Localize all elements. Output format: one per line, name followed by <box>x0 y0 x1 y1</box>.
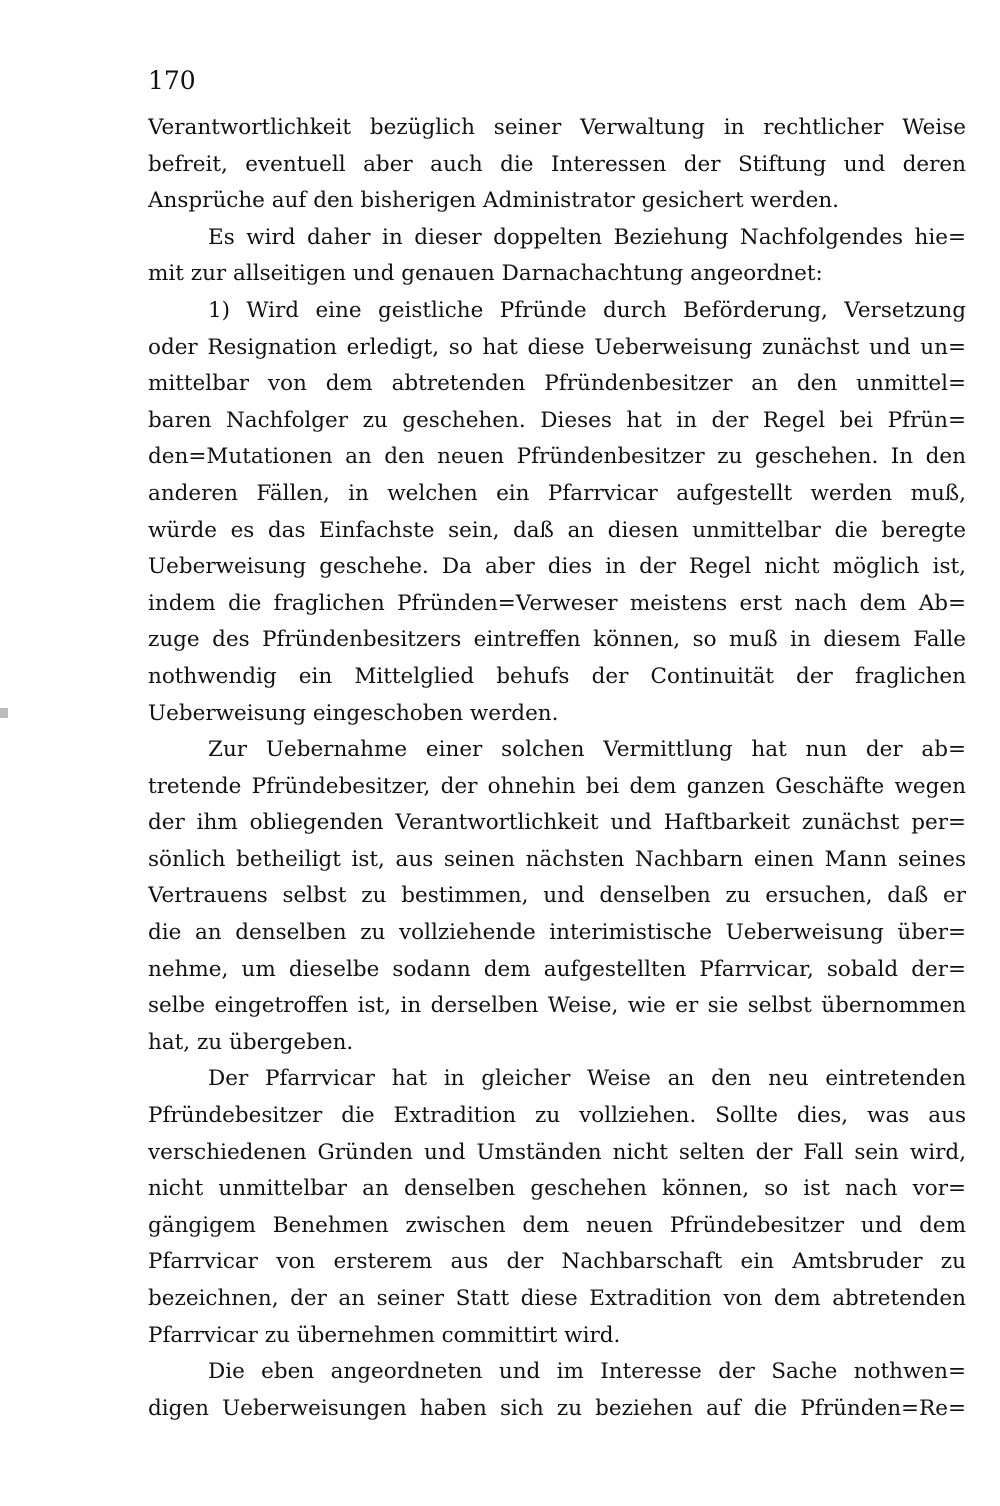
text-line: Ansprüche auf den bisherigen Administrator gesichert werden. <box>148 188 840 214</box>
text-line: zuge des Pfründenbesitzers eintreffen können, so muß in diesem Falle <box>148 627 966 653</box>
text-line: tretende Pfründebesitzer, der ohnehin bei dem ganzen Geschäfte wegen <box>148 773 966 799</box>
text-line: Pfründebesitzer die Extradition zu vollziehen. Sollte dies, was aus <box>148 1103 966 1129</box>
text-line: digen Ueberweisungen haben sich zu beziehen auf die Pfründen=Re= <box>148 1395 966 1421</box>
text-line: nothwendig ein Mittelglied behufs der Continuität der fraglichen <box>148 663 966 689</box>
text-line: der ihm obliegenden Verantwortlichkeit und Haftbarkeit zunächst per= <box>148 810 966 836</box>
text-line: verschiedenen Gründen und Umständen nicht selten der Fall sein wird, <box>148 1139 966 1165</box>
text-line: mittelbar von dem abtretenden Pfründenbesitzer an den unmittel= <box>148 371 966 397</box>
text-line: Pfarrvicar von ersterem aus der Nachbarschaft ein Amtsbruder zu <box>148 1249 966 1275</box>
text-line: selbe eingetroffen ist, in derselben Weise, wie er sie selbst übernommen <box>148 993 966 1019</box>
text-line: den=Mutationen an den neuen Pfründenbesitzer zu geschehen. In den <box>148 444 966 470</box>
text-line: Es wird daher in dieser doppelten Beziehung Nachfolgendes hie= <box>208 224 966 250</box>
text-line: Zur Uebernahme einer solchen Vermittlung hat nun der ab= <box>208 737 966 763</box>
paragraph <box>148 732 966 1061</box>
text-line: nicht unmittelbar an denselben geschehen können, so ist nach vor= <box>148 1176 966 1202</box>
text-line: mit zur allseitigen und genauen Darnachachtung angeordnet: <box>148 261 823 287</box>
body-text <box>148 110 966 1427</box>
text-line: indem die fraglichen Pfründen=Verweser meistens erst nach dem Ab= <box>148 590 966 616</box>
text-line: baren Nachfolger zu geschehen. Dieses hat in der Regel bei Pfrün= <box>148 407 966 433</box>
page-number: 170 <box>148 66 196 95</box>
text-line: gängigem Benehmen zwischen dem neuen Pfründebesitzer und dem <box>148 1212 966 1238</box>
paragraph <box>148 220 966 293</box>
text-line: nehme, um dieselbe sodann dem aufgestellten Pfarrvicar, sobald der= <box>148 956 966 982</box>
text-line: hat, zu übergeben. <box>148 1029 354 1055</box>
text-line: befreit, eventuell aber auch die Interessen der Stiftung und deren <box>148 151 966 177</box>
text-line: Pfarrvicar zu übernehmen committirt wird. <box>148 1322 621 1348</box>
text-line: Ueberweisung geschehe. Da aber dies in der Regel nicht möglich ist, <box>148 554 966 580</box>
text-line: Verantwortlichkeit bezüglich seiner Verwaltung in rechtlicher Weise <box>148 115 966 140</box>
text-line: Vertrauens selbst zu bestimmen, und denselben zu ersuchen, daß er <box>148 883 966 909</box>
paragraph <box>148 293 966 732</box>
margin-mark <box>0 708 8 718</box>
paragraph <box>148 110 966 220</box>
text-line: Die eben angeordneten und im Interesse der Sache nothwen= <box>208 1359 966 1385</box>
paragraph <box>148 1061 966 1354</box>
paragraph <box>148 1354 966 1427</box>
text-line: bezeichnen, der an seiner Statt diese Extradition von dem abtretenden <box>148 1286 966 1311</box>
text-line: sönlich betheiligt ist, aus seinen nächsten Nachbarn einen Mann seines <box>148 846 966 872</box>
text-line: die an denselben zu vollziehende interimistische Ueberweisung über= <box>148 920 966 946</box>
text-line: 1) Wird eine geistliche Pfründe durch Beförderung, Versetzung <box>208 297 966 323</box>
text-line: anderen Fällen, in welchen ein Pfarrvicar aufgestellt werden muß, <box>148 480 966 506</box>
text-line: Der Pfarrvicar hat in gleicher Weise an den neu eintretenden <box>208 1066 966 1092</box>
text-line: oder Resignation erledigt, so hat diese Ueberweisung zunächst und un= <box>148 334 966 360</box>
text-line: Ueberweisung eingeschoben werden. <box>148 700 559 726</box>
text-line: würde es das Einfachste sein, daß an diesen unmittelbar die beregte <box>148 517 966 543</box>
